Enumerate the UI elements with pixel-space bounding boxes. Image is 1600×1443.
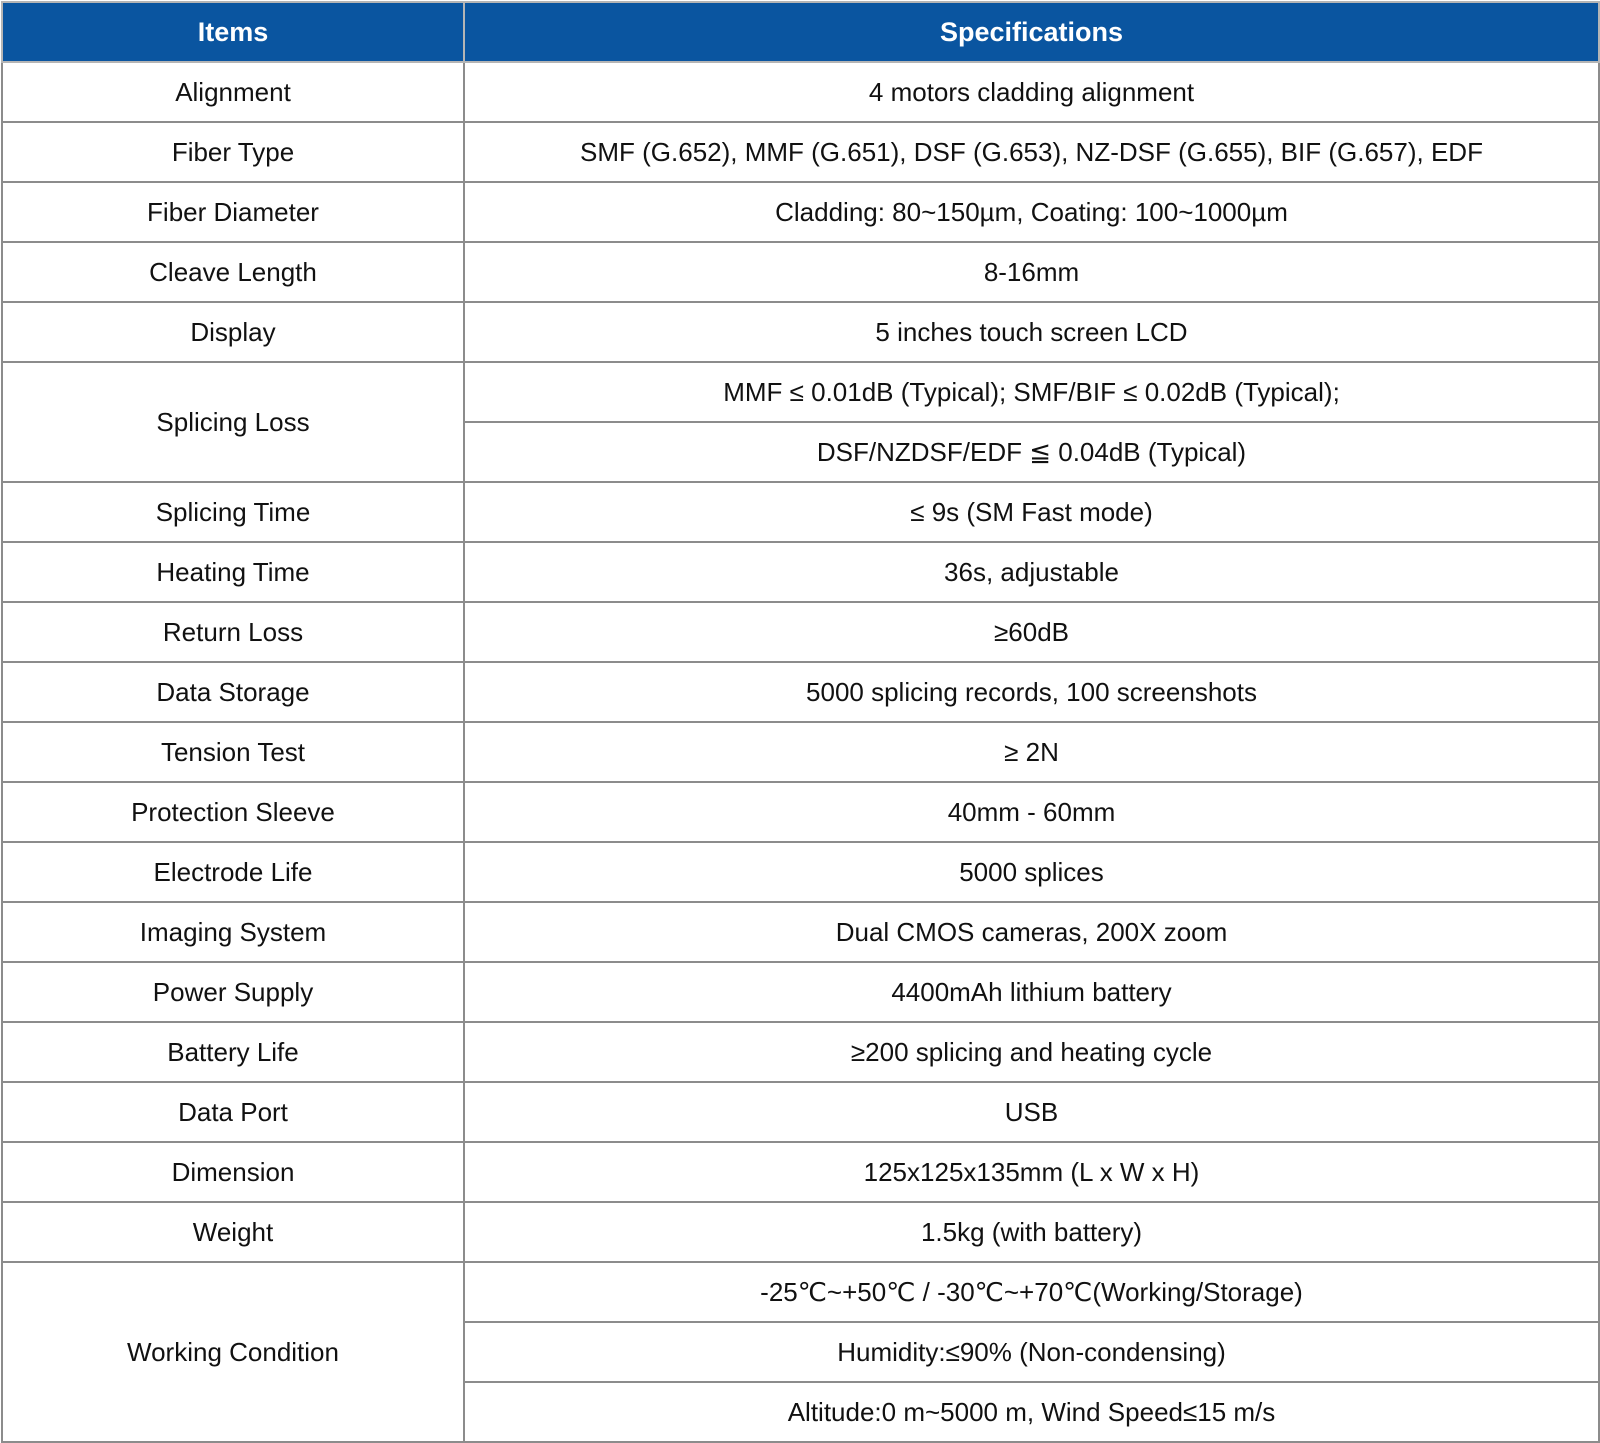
table-row [2, 242, 1599, 302]
item-cell: Splicing Loss [2, 362, 464, 482]
spec-cell: 8-16mm [464, 242, 1599, 302]
item-cell: Alignment [2, 62, 464, 122]
spec-cell: 4400mAh lithium battery [464, 962, 1599, 1022]
table-body [2, 62, 1599, 1442]
item-cell: Battery Life [2, 1022, 464, 1082]
item-cell: Dimension [2, 1142, 464, 1202]
table-row [2, 842, 1599, 902]
spec-cell: USB [464, 1082, 1599, 1142]
item-cell: Fiber Type [2, 122, 464, 182]
item-cell: Display [2, 302, 464, 362]
table-row [2, 1202, 1599, 1262]
item-cell: Heating Time [2, 542, 464, 602]
spec-cell: -25℃~+50℃ / -30℃~+70℃(Working/Storage) [464, 1262, 1599, 1322]
item-cell: Tension Test [2, 722, 464, 782]
item-cell: Return Loss [2, 602, 464, 662]
table-row [2, 482, 1599, 542]
item-cell: Power Supply [2, 962, 464, 1022]
spec-cell: 5000 splices [464, 842, 1599, 902]
item-cell: Working Condition [2, 1262, 464, 1442]
table-row [2, 662, 1599, 722]
table-header [2, 2, 1599, 62]
table-row [2, 962, 1599, 1022]
table-row [2, 122, 1599, 182]
item-cell: Weight [2, 1202, 464, 1262]
table-row [2, 1022, 1599, 1082]
table-row [2, 1142, 1599, 1202]
table-row [2, 602, 1599, 662]
spec-cell: DSF/NZDSF/EDF ≦ 0.04dB (Typical) [464, 422, 1599, 482]
table-row [2, 62, 1599, 122]
item-cell: Protection Sleeve [2, 782, 464, 842]
table-row [2, 902, 1599, 962]
table-row [2, 722, 1599, 782]
table-row [2, 1082, 1599, 1142]
spec-cell: 5000 splicing records, 100 screenshots [464, 662, 1599, 722]
table-row [2, 542, 1599, 602]
spec-cell: 4 motors cladding alignment [464, 62, 1599, 122]
item-cell: Splicing Time [2, 482, 464, 542]
spec-cell: Humidity:≤90% (Non-condensing) [464, 1322, 1599, 1382]
spec-cell: ≥ 2N [464, 722, 1599, 782]
spec-cell: ≤ 9s (SM Fast mode) [464, 482, 1599, 542]
header-row [2, 2, 1599, 62]
table-row [2, 302, 1599, 362]
table-row [2, 1262, 1599, 1322]
spec-cell: 36s, adjustable [464, 542, 1599, 602]
item-cell: Data Port [2, 1082, 464, 1142]
header-specifications: Specifications [464, 2, 1599, 62]
item-cell: Data Storage [2, 662, 464, 722]
spec-cell: 125x125x135mm (L x W x H) [464, 1142, 1599, 1202]
spec-cell: ≥60dB [464, 602, 1599, 662]
item-cell: Electrode Life [2, 842, 464, 902]
table-row [2, 362, 1599, 422]
spec-cell: 1.5kg (with battery) [464, 1202, 1599, 1262]
item-cell: Cleave Length [2, 242, 464, 302]
table-row [2, 782, 1599, 842]
spec-cell: SMF (G.652), MMF (G.651), DSF (G.653), NZ-DSF (G.655), BIF (G.657), EDF [464, 122, 1599, 182]
spec-cell: ≥200 splicing and heating cycle [464, 1022, 1599, 1082]
spec-cell: Dual CMOS cameras, 200X zoom [464, 902, 1599, 962]
spec-cell: 40mm - 60mm [464, 782, 1599, 842]
spec-table [1, 1, 1600, 1443]
spec-cell: MMF ≤ 0.01dB (Typical); SMF/BIF ≤ 0.02dB (Typical); [464, 362, 1599, 422]
spec-cell: 5 inches touch screen LCD [464, 302, 1599, 362]
spec-cell: Cladding: 80~150µm, Coating: 100~1000µm [464, 182, 1599, 242]
item-cell: Fiber Diameter [2, 182, 464, 242]
header-items: Items [2, 2, 464, 62]
table-row [2, 182, 1599, 242]
spec-cell: Altitude:0 m~5000 m, Wind Speed≤15 m/s [464, 1382, 1599, 1442]
item-cell: Imaging System [2, 902, 464, 962]
